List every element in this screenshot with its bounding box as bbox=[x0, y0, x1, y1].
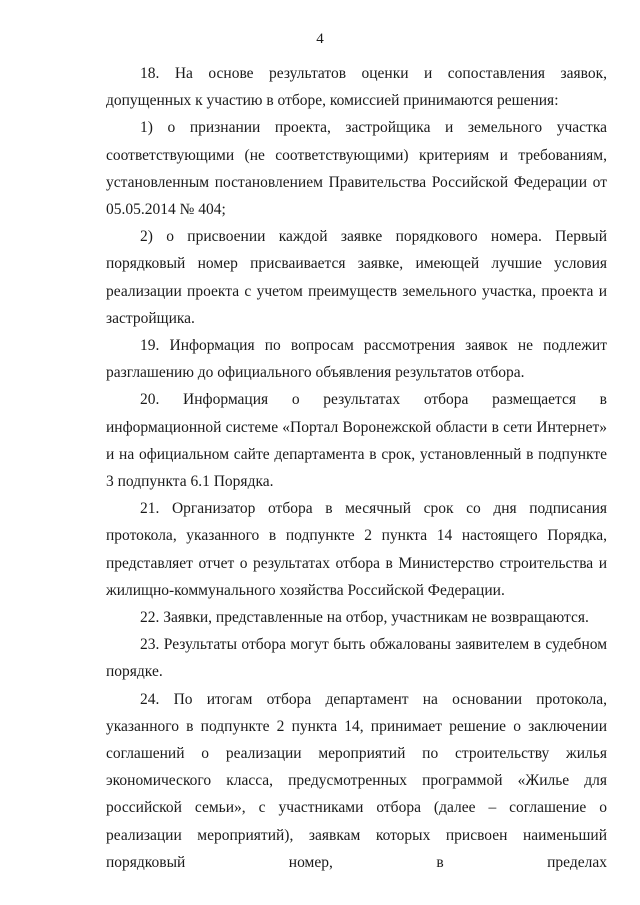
paragraph-23: 23. Результаты отбора могут быть обжалованы заявителем в судебном порядке. bbox=[106, 636, 607, 681]
paragraph-24: 24. По итогам отбора департамент на основании протокола, указанного в подпункте 2 пункта 14, принимает решение о заключении соглашений о реализации мероприятий по строительству жилья экономического класса, предусмотренных программой «Жилье для российской семьи», с участниками отбора (далее – соглашение о реализации мероприятий), заявкам которых присвоен наименьший порядковый номер, в пределах bbox=[106, 690, 607, 871]
paragraph-19: 19. Информация по вопросам рассмотрения заявок не подлежит разглашению до официального объявления результатов отбора. bbox=[106, 337, 607, 382]
paragraph-18: 18. На основе результатов оценки и сопоставления заявок, допущенных к участию в отборе, комиссией принимаются решения: bbox=[106, 65, 607, 110]
page-number: 4 bbox=[316, 31, 324, 47]
paragraph-21: 21. Организатор отбора в месячный срок со дня подписания протокола, указанного в подпункте 2 пункта 14 настоящего Порядка, представляет отчет о результатах отбора в Министерство строительства и жилищно-коммунального хозяйства Российской Федерации. bbox=[106, 500, 607, 599]
paragraph-20: 20. Информация о результатах отбора размещается в информационной системе «Портал Воронежской области в сети Интернет» и на официальном сайте департамента в срок, установленный в подпункте 3 подпункта 6.1 Порядка. bbox=[106, 391, 607, 491]
document-body bbox=[106, 60, 607, 876]
paragraph-18-1: 1) о признании проекта, застройщика и земельного участка соответствующими (не соответствующими) критериям и требованиям, установленным постановлением Правительства Российской Федерации от 05.05.2014 № 404; bbox=[106, 119, 607, 219]
paragraph-22: 22. Заявки, представленные на отбор, участникам не возвращаются. bbox=[140, 609, 589, 627]
paragraph-18-2: 2) о присвоении каждой заявке порядкового номера. Первый порядковый номер присваивается заявке, имеющей лучшие условия реализации проекта с учетом преимуществ земельного участка, проекта и застройщика. bbox=[106, 228, 607, 327]
